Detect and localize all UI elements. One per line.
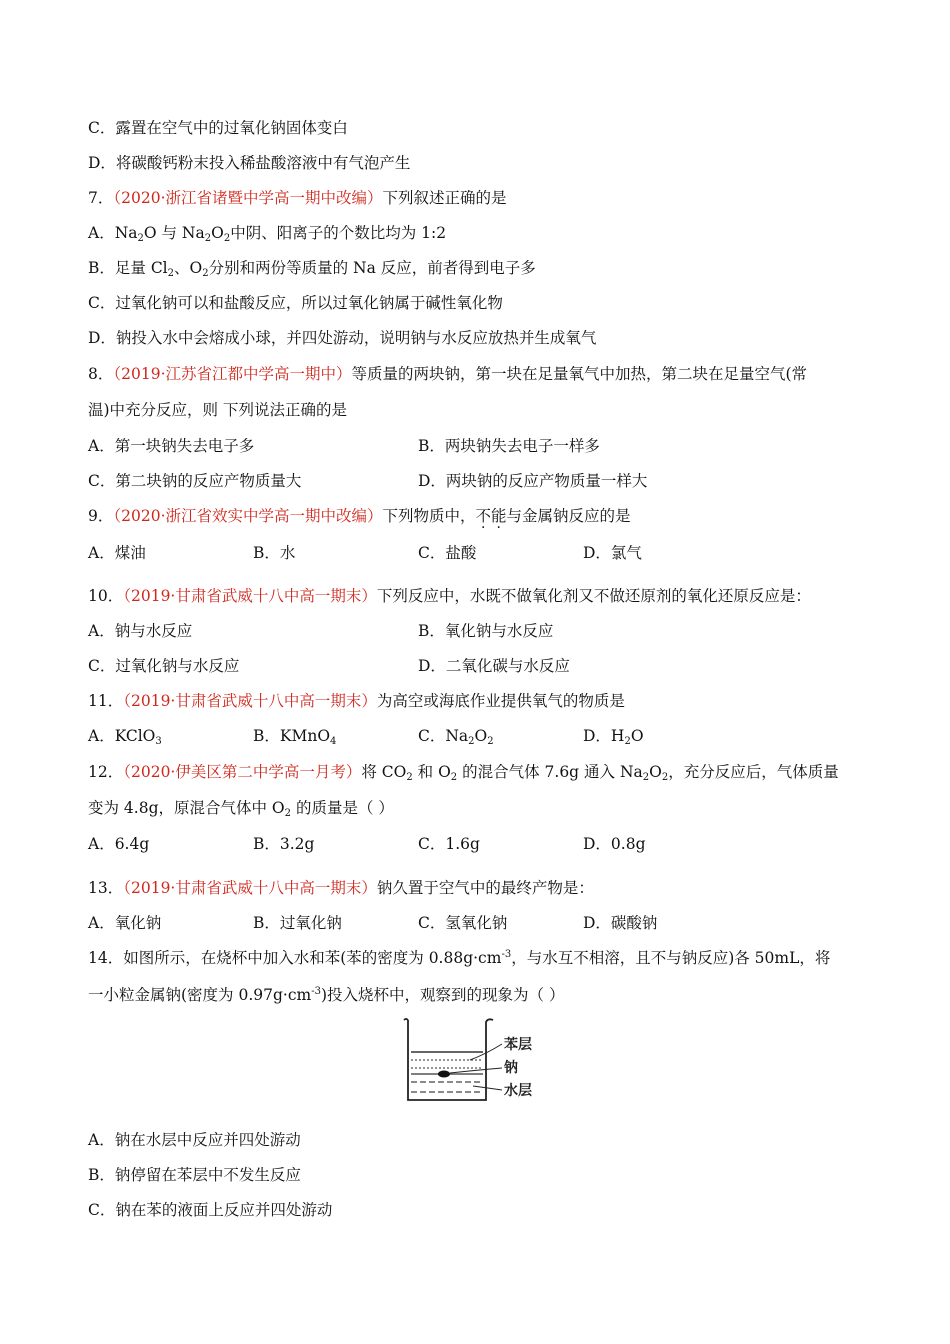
q10-source: （2019·甘肃省武威十八中高一期末） [123, 587, 377, 605]
emphasis-bu: 不 [475, 507, 492, 525]
q8-option-c: C．第二块钠的反应产物质量大 [88, 472, 302, 490]
q9-stem: 9．（2020·浙江省效实中学高一期中改编）下列物质中，不能与金属钠反应的是 [88, 507, 631, 525]
q12-option-d: D．0.8g [583, 835, 646, 853]
q7-option-a: A．$Na_2O$ 与 $Na_2O_2$中阴、阳离子的个数比均为 1:2 [88, 224, 447, 244]
q14-option-a: A．钠在水层中反应并四处游动 [88, 1131, 301, 1149]
q7-question: 下列叙述正确的是 [382, 189, 507, 207]
q9-option-c: C．盐酸 [418, 544, 477, 562]
emphasis-neng: 能 [491, 507, 507, 525]
pointer-water [473, 1086, 502, 1090]
q10-option-d: D．二氧化碳与水反应 [418, 657, 570, 675]
label-water-layer: 水层 [504, 1083, 532, 1099]
q10-option-a: A．钠与水反应 [88, 622, 193, 640]
label-sodium: 钠 [504, 1060, 518, 1076]
q6-option-c: C．露置在空气中的过氧化钠固体变白 [88, 119, 348, 137]
q12-source: （2020·伊美区第二中学高一月考） [123, 763, 362, 781]
sodium-piece [438, 1071, 450, 1078]
q7-option-b: B．足量 $Cl_2$、$O_2$分别和两份等质量的 Na 反应，前者得到电子多 [88, 259, 536, 279]
q13-stem: 13．（2019·甘肃省武威十八中高一期末）钠久置于空气中的最终产物是： [88, 879, 594, 897]
q9-option-a: A．煤油 [88, 544, 146, 562]
q10-option-b: B．氧化钠与水反应 [418, 622, 554, 640]
q8-source: （2019·江苏省江都中学高一期中） [113, 365, 352, 383]
q7-stem [88, 188, 507, 208]
q11-number: 11． [88, 692, 124, 710]
q11-source: （2019·甘肃省武威十八中高一期末） [123, 692, 377, 710]
q14-stem-line2: 一小粒金属钠(密度为 $0.97g\cdot cm^{-3}$)投入烧杯中，观察到的现象为（ ） [88, 986, 565, 1004]
q10-option-c: C．过氧化钠与水反应 [88, 657, 240, 675]
q7-number: 7． [88, 189, 114, 207]
q13-option-d: D．碳酸钠 [583, 914, 658, 932]
pointer-sodium [450, 1068, 502, 1073]
q8-option-d: D．两块钠的反应产物质量一样大 [418, 472, 648, 490]
q7-option-d: D．钠投入水中会熔成小球，并四处游动，说明钠与水反应放热并生成氧气 [88, 329, 597, 347]
q12-option-c: C．1.6g [418, 835, 480, 853]
q10-number: 10． [88, 587, 124, 605]
q12-number: 12． [88, 763, 124, 781]
q13-source: （2019·甘肃省武威十八中高一期末） [123, 879, 377, 897]
q11-stem: 11．（2019·甘肃省武威十八中高一期末）为高空或海底作业提供氧气的物质是 [88, 692, 625, 710]
q8-number: 8． [88, 365, 114, 383]
q12-option-a: A．6.4g [88, 835, 150, 853]
beaker-lip [404, 1019, 408, 1020]
q6-option-d: D．将碳酸钙粉末投入稀盐酸溶液中有气泡产生 [88, 154, 411, 172]
q12-stem-line1: 12．（2020·伊美区第二中学高一月考）将 $CO_2$ 和 $O_2$ 的混合气体 7.6g 通入 $Na_2O_2$，充分反应后，气体质量 [88, 763, 839, 783]
q8-option-a: A．第一块钠失去电子多 [88, 437, 255, 455]
label-benzene-layer: 苯层 [504, 1037, 532, 1053]
q14-option-b: B．钠停留在苯层中不发生反应 [88, 1166, 301, 1184]
q13-option-a: A．氧化钠 [88, 914, 162, 932]
q11-option-a: A．KClO$_3$ [88, 727, 162, 747]
q7-option-c: C．过氧化钠可以和盐酸反应，所以过氧化钠属于碱性氧化物 [88, 294, 503, 312]
q10-stem: 10．（2019·甘肃省武威十八中高一期末）下列反应中，水既不做氧化剂又不做还原剂的氧化还原反应是： [88, 587, 811, 605]
q9-number: 9． [88, 507, 114, 525]
q13-option-c: C．氢氧化钠 [418, 914, 508, 932]
q7-source: （2020·浙江省诸暨中学高一期中改编） [113, 189, 383, 207]
beaker-figure [398, 1016, 558, 1108]
q14-stem-line1: 14．如图所示，在烧杯中加入水和苯(苯的密度为 $0.88g\cdot cm^{-3}$，与水互不相溶，且不与钠反应)各 50mL，将 [88, 949, 831, 967]
q14-option-c: C．钠在苯的液面上反应并四处游动 [88, 1201, 333, 1219]
q12-stem-line2: 变为 4.8g，原混合气体中 $O_2$ 的质量是（ ） [88, 799, 394, 819]
beaker-diagram [398, 1016, 558, 1108]
q13-number: 13． [88, 879, 124, 897]
q11-option-d: D．$H_2O$ [583, 727, 644, 747]
q12-option-b: B．3.2g [253, 835, 315, 853]
q13-option-b: B．过氧化钠 [253, 914, 342, 932]
q8-stem-line2: 温)中充分反应，则 下列说法正确的是 [88, 401, 347, 419]
q8-stem-line1: 8．（2019·江苏省江都中学高一期中）等质量的两块钠，第一块在足量氧气中加热，第二块在足量空气(常 [88, 365, 808, 383]
q9-source: （2020·浙江省效实中学高一期中改编） [113, 507, 383, 525]
q9-option-d: D．氯气 [583, 544, 642, 562]
q11-option-c: C．$Na_2O_2$ [418, 727, 494, 747]
q11-option-b: B．KMnO$_4$ [253, 727, 337, 747]
q9-option-b: B．水 [253, 544, 296, 562]
q8-option-b: B．两块钠失去电子一样多 [418, 437, 600, 455]
